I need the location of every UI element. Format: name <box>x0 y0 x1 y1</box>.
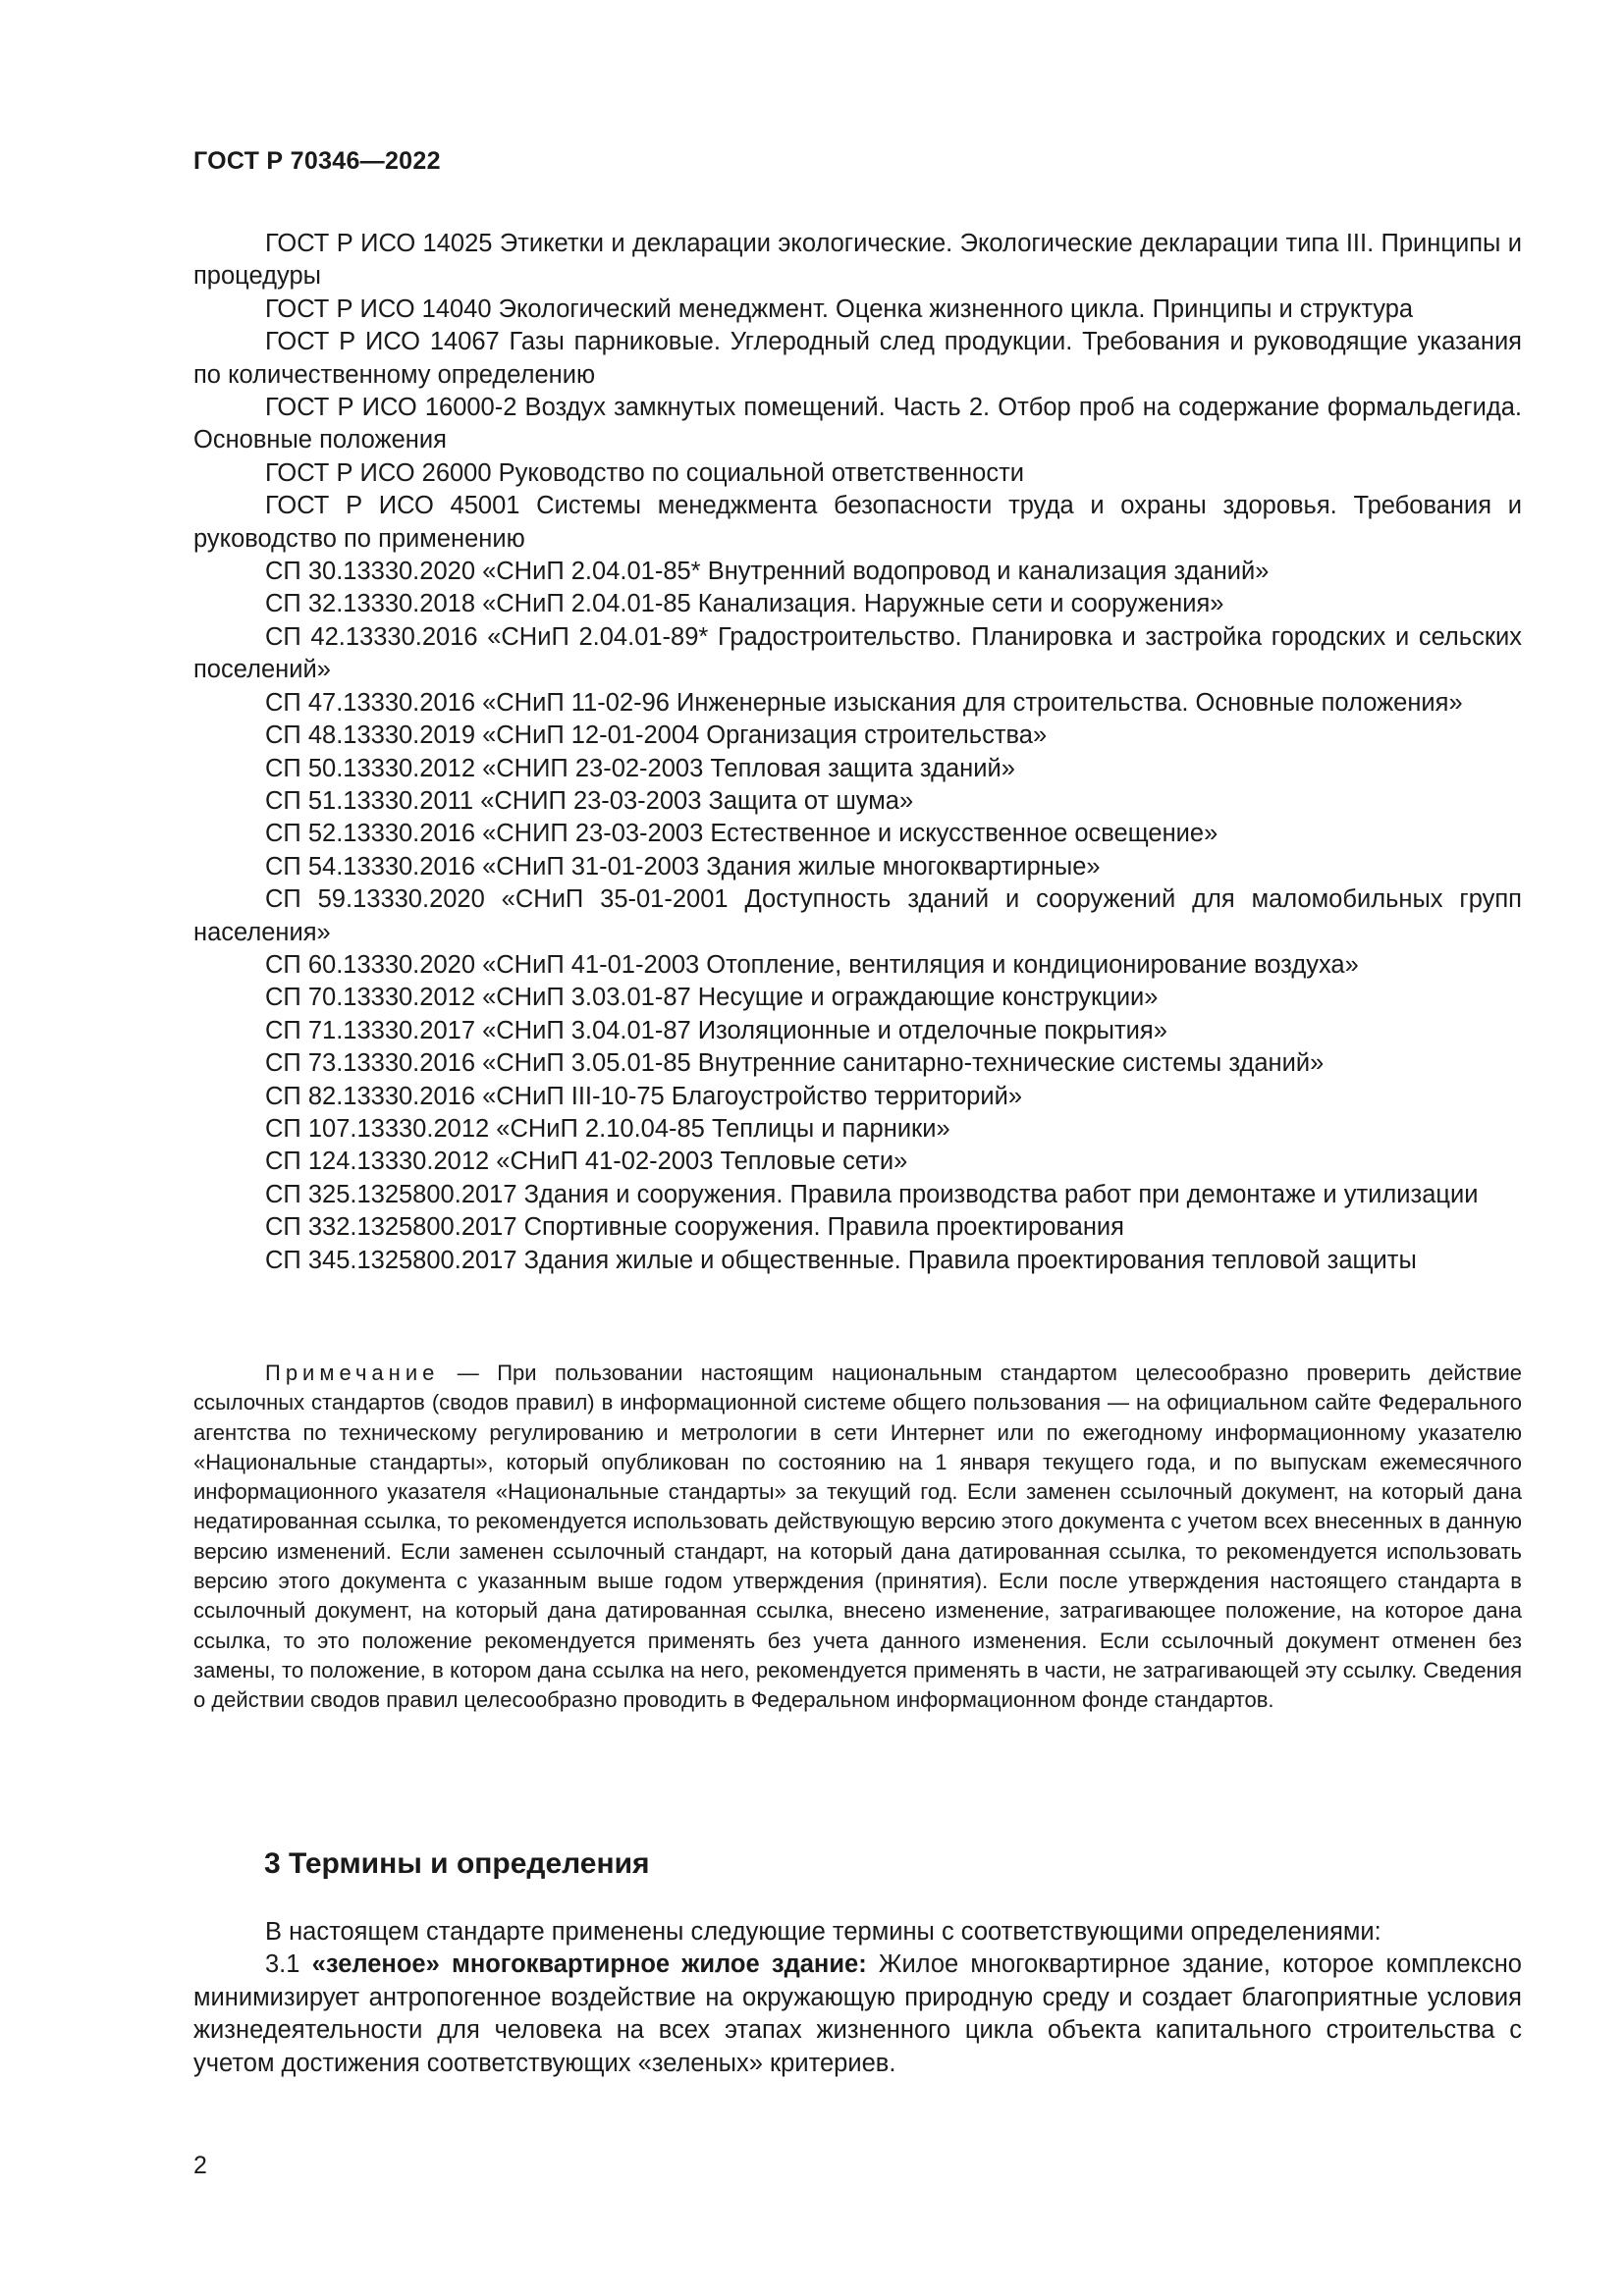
reference-item: СП 32.13330.2018 «СНиП 2.04.01-85 Канализация. Наружные сети и сооружения» <box>265 590 1224 618</box>
reference-item: СП 42.13330.2016 «СНиП 2.04.01-89* Градостроительство. Планировка и застройка городских и сельских поселений» <box>193 622 1522 684</box>
reference-item: ГОСТ Р ИСО 26000 Руководство по социальной ответственности <box>265 458 1024 487</box>
note-paragraph <box>193 1359 1522 1716</box>
note-text: При пользовании настоящим национальным стандартом целесообразно проверить действие ссылочных стандартов (сводов правил) в информационной системе общего пользования — на официальном сайте Федерального агентства по техническому регулированию и метрологии в сети Интернет или по ежегодному информационному указателю «Национальные стандарты», который опубликован по состоянию на 1 января текущего года, и по выпускам ежемесячного информационного указателя «Национальные стандарты» за текущий год. Если заменен ссылочный документ, на который дана недатированная ссылка, то рекомендуется использовать действующую версию этого документа с учетом всех внесенных в данную версию изменений. Если заменен ссылочный стандарт, на который дана датированная ссылка, то рекомендуется использовать версию этого документа с указанным выше годом утверждения (принятия). Если после утверждения настоящего стандарта в ссылочный документ, на который дана датированная ссылка, внесено изменение, затрагивающее положение, на которое дана ссылка, то это положение рекомендуется применять без учета данного изменения. Если ссылочный документ отменен без замены, то положение, в котором дана ссылка на него, рекомендуется применять в части, не затрагивающей эту ссылку. Сведения о действии сводов правил целесообразно проводить в Федеральном информационном фонде стандартов. <box>193 1361 1522 1713</box>
reference-item: ГОСТ Р ИСО 14067 Газы парниковые. Углеродный след продукции. Требования и руководящие указания по количественному определению <box>193 328 1522 389</box>
note-dash: — <box>439 1361 498 1385</box>
reference-item: ГОСТ Р ИСО 16000-2 Воздух замкнутых помещений. Часть 2. Отбор проб на содержание формальдегида. Основные положения <box>193 394 1522 454</box>
reference-item: СП 48.13330.2019 «СНиП 12-01-2004 Организация строительства» <box>265 721 1048 750</box>
term-number: 3.1 <box>265 1950 312 1979</box>
note-label: Примечание <box>265 1361 440 1385</box>
terms-intro: В настоящем стандарте применены следующие термины с соответствующими определениями: <box>265 1918 1381 1946</box>
reference-item: СП 124.13330.2012 «СНиП 41-02-2003 Тепловые сети» <box>265 1148 908 1176</box>
document-code-header: ГОСТ Р 70346—2022 <box>193 147 441 175</box>
reference-item: СП 70.13330.2012 «СНиП 3.03.01-87 Несущие и ограждающие конструкции» <box>265 984 1159 1012</box>
reference-item: СП 71.13330.2017 «СНиП 3.04.01-87 Изоляционные и отделочные покрытия» <box>265 1016 1167 1044</box>
reference-item: СП 54.13330.2016 «СНиП 31-01-2003 Здания жилые многоквартирные» <box>265 852 1101 881</box>
reference-item: ГОСТ Р ИСО 14025 Этикетки и декларации экологические. Экологические декларации типа III. Принципы и процедуры <box>193 230 1522 291</box>
terms-section-body <box>193 1916 1522 2080</box>
reference-item: СП 30.13330.2020 «СНиП 2.04.01-85* Внутренний водопровод и канализация зданий» <box>265 558 1270 586</box>
term-name: «зеленое» многоквартирное жилое здание: <box>311 1950 867 1979</box>
reference-item: СП 52.13330.2016 «СНИП 23-03-2003 Естественное и искусственное освещение» <box>265 820 1218 848</box>
reference-item: ГОСТ Р ИСО 45001 Системы менеджмента безопасности труда и охраны здоровья. Требования и руководство по применению <box>193 492 1522 553</box>
reference-item: СП 51.13330.2011 «СНИП 23-03-2003 Защита от шума» <box>265 786 914 815</box>
reference-item: СП 345.1325800.2017 Здания жилые и общественные. Правила проектирования тепловой защиты <box>265 1246 1417 1274</box>
reference-item: СП 59.13330.2020 «СНиП 35-01-2001 Доступность зданий и сооружений для маломобильных групп населения» <box>193 885 1522 946</box>
reference-item: СП 60.13330.2020 «СНиП 41-01-2003 Отопление, вентиляция и кондиционирование воздуха» <box>265 950 1359 979</box>
reference-item: СП 107.13330.2012 «СНиП 2.10.04-85 Теплицы и парники» <box>265 1114 950 1143</box>
reference-item: СП 82.13330.2016 «СНиП III-10-75 Благоустройство территорий» <box>265 1082 1023 1110</box>
reference-item: СП 47.13330.2016 «СНиП 11-02-96 Инженерные изыскания для строительства. Основные положения» <box>265 688 1463 717</box>
reference-item: СП 50.13330.2012 «СНИП 23-02-2003 Тепловая защита зданий» <box>265 754 1015 782</box>
normative-references-list <box>193 228 1522 1277</box>
page-number: 2 <box>193 2152 207 2179</box>
reference-item: СП 332.1325800.2017 Спортивные сооружения. Правила проектирования <box>265 1213 1124 1242</box>
reference-item: ГОСТ Р ИСО 14040 Экологический менеджмент. Оценка жизненного цикла. Принципы и структура <box>265 294 1414 323</box>
reference-item: СП 325.1325800.2017 Здания и сооружения. Правила производства работ при демонтаже и утилизации <box>265 1180 1479 1208</box>
section-heading: 3 Термины и определения <box>264 1847 650 1880</box>
reference-item: СП 73.13330.2016 «СНиП 3.05.01-85 Внутренние санитарно-технические системы зданий» <box>265 1049 1325 1078</box>
term-definition: Жилое многоквартирное здание, которое комплексно минимизирует антропогенное воздействие на окружающую природную среду и создает благоприятные условия жизнедеятельности для человека на всех этапах жизненного цикла объекта капитального строительства с учетом достижения соответствующих «зеленых» критериев. <box>193 1950 1522 2077</box>
term-entry <box>193 1949 1522 2080</box>
